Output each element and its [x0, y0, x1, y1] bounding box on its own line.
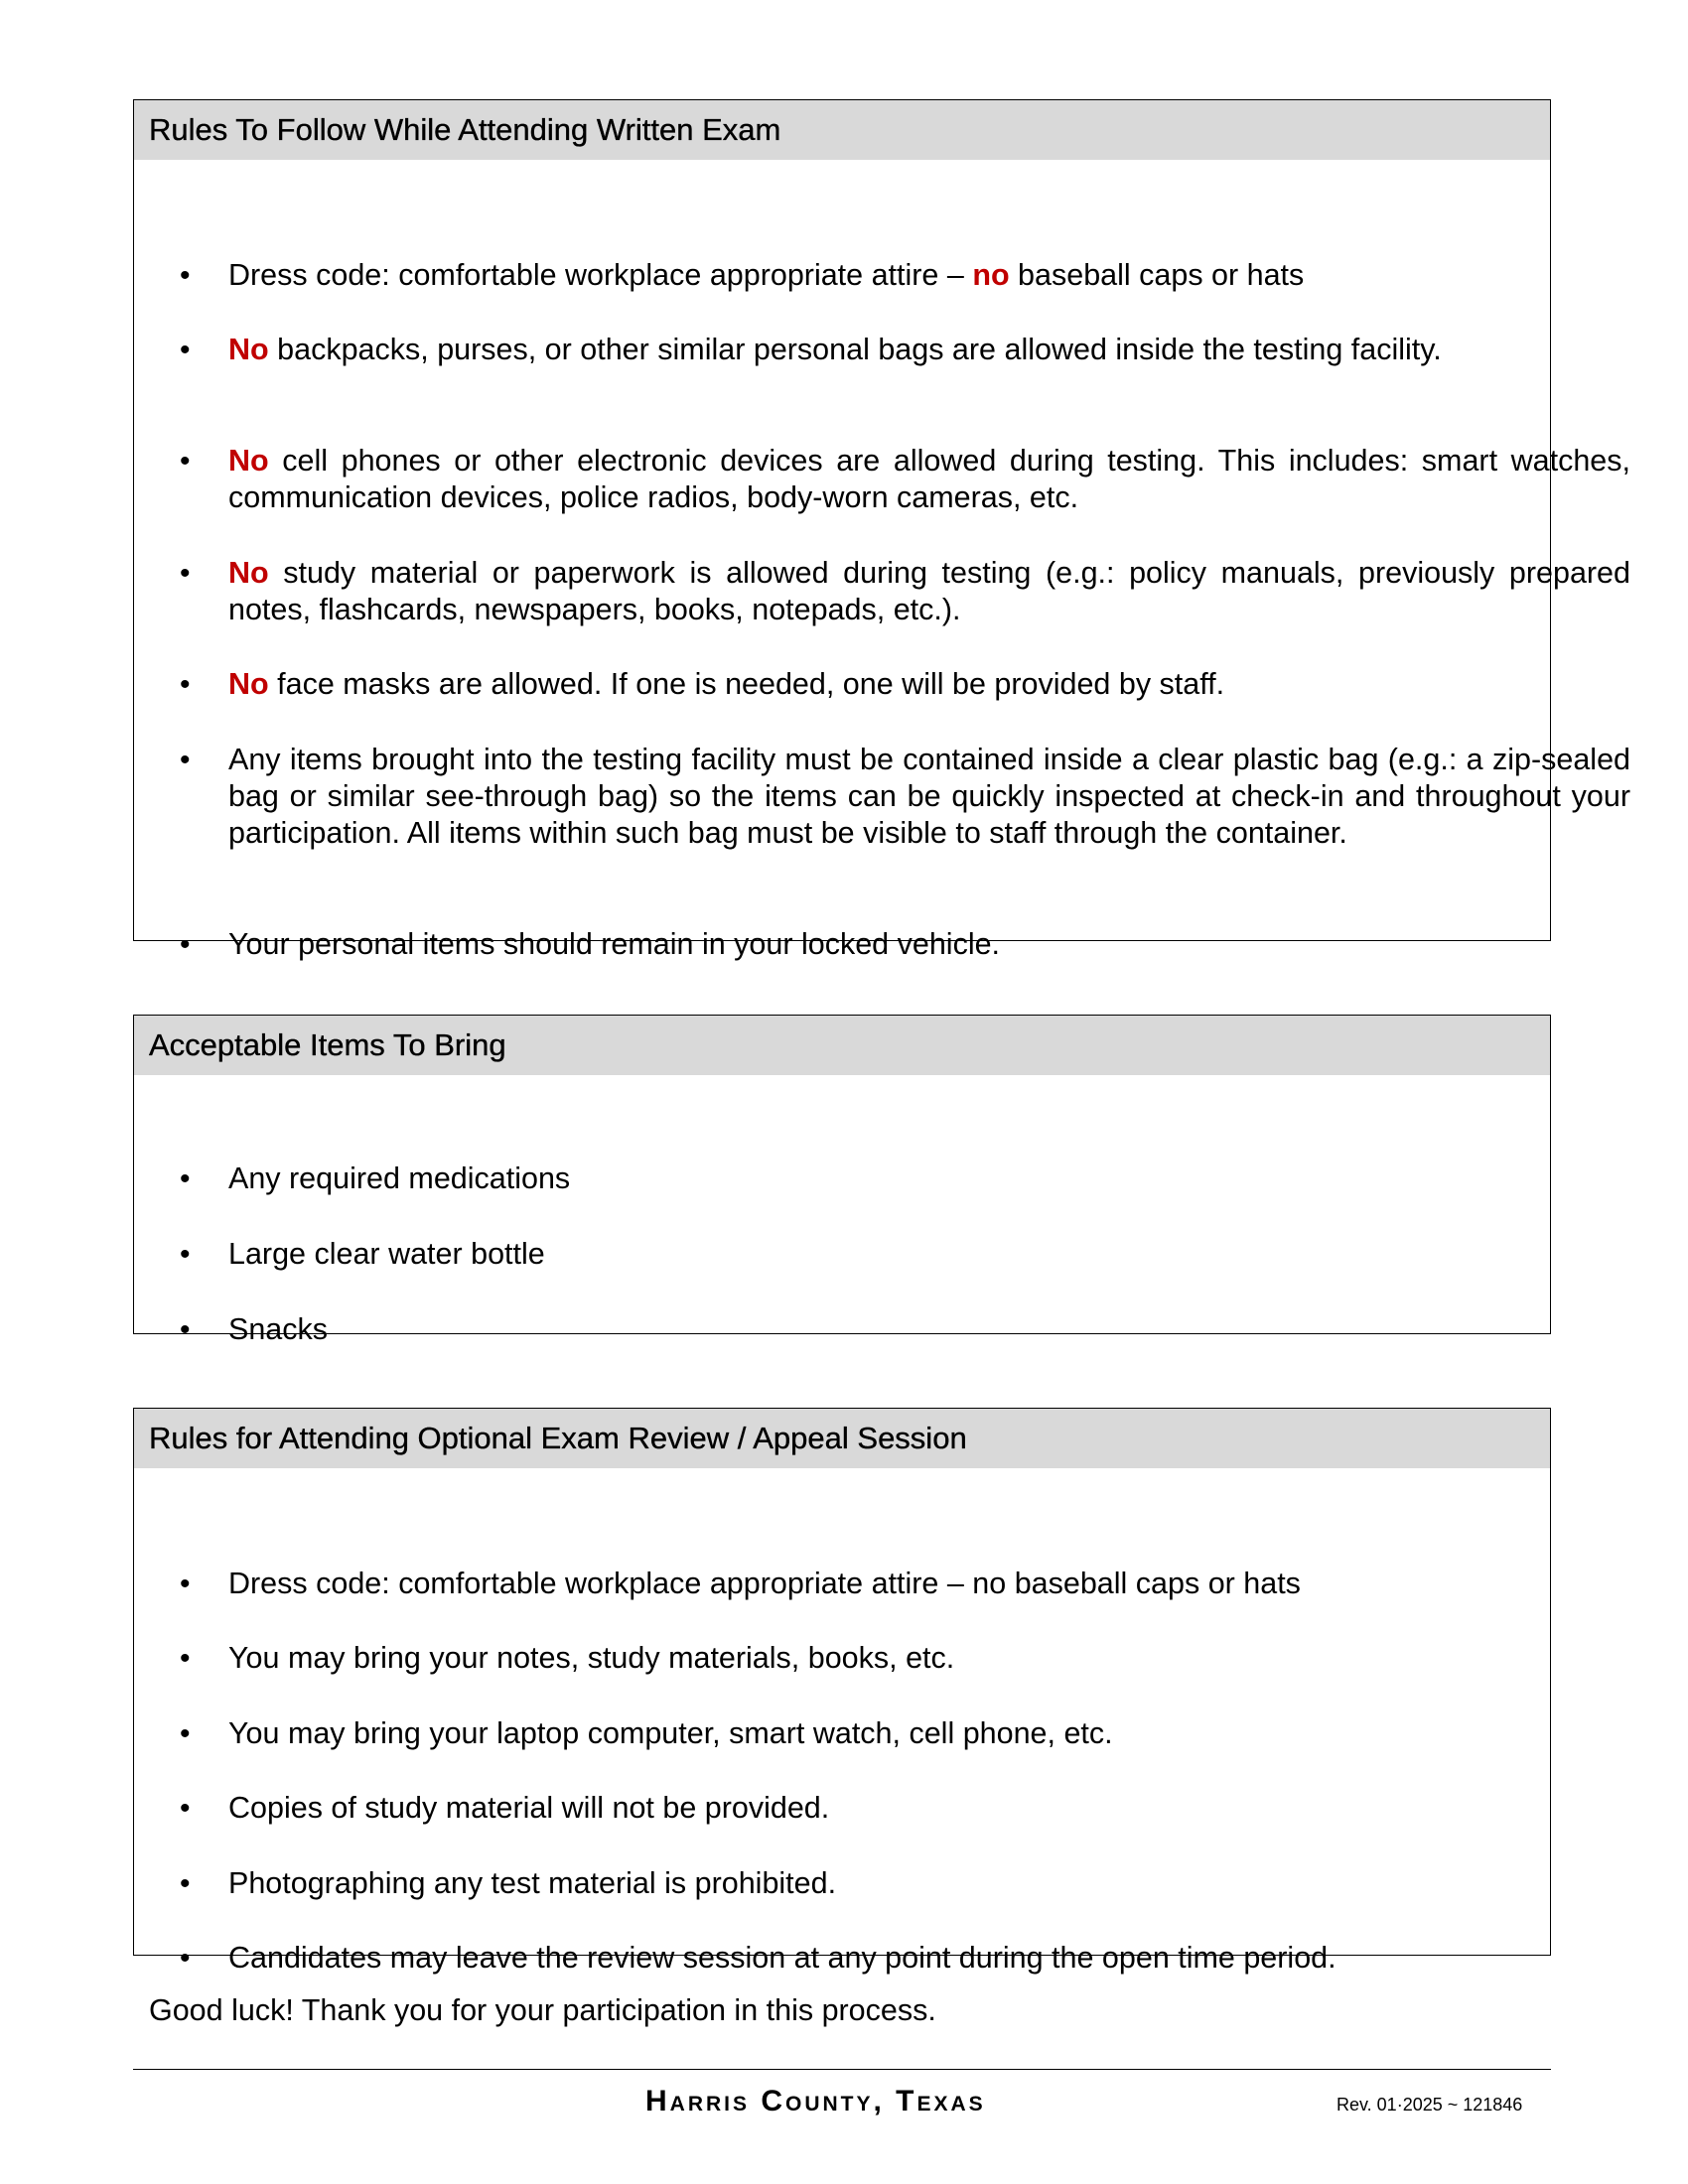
emphasis-no: no — [972, 258, 1010, 292]
bullet-icon: • — [180, 1313, 191, 1346]
footer-organization: Harris County, Texas — [645, 2085, 986, 2117]
acceptable-items-box: Acceptable Items To Bring • Any required medications • Large clear water bottle • Snacks — [133, 1015, 1551, 1334]
written-exam-rules-box: Rules To Follow While Attending Written Exam • Dress code: comfortable workplace appropriate attire – no baseball caps or hats • No backpacks, purses, or other similar personal bags are allowed inside the testing facility. • No cell phones or other electronic devices are allowed during testing. This includes: smart watches, communication devices, police radios, body-worn cameras, etc. • No study material or paperwork is allowed during testing (e.g.: policy manuals, previously prepared notes, flashcards, newspapers, books, notepads, etc.). • No face masks are allowed. If one is needed, one will be provided by staff. • Any items brought into the testing facility must be contained inside a clear plastic bag (e.g.: a zip-sealed bag or similar see-through bag) so the items can be quickly inspected at check-in and throughout your participation. All items within such bag must be visible to staff through the container. • Your personal items should remain in your locked vehicle. — [133, 99, 1551, 941]
bullet-icon: • — [180, 334, 191, 366]
bullet-icon: • — [180, 668, 191, 701]
footer-divider — [133, 2069, 1551, 2070]
section-heading: Rules To Follow While Attending Written Exam — [134, 100, 1550, 160]
bullet-icon: • — [180, 1942, 191, 1975]
section-heading: Acceptable Items To Bring — [134, 1016, 1550, 1075]
bullet-icon: • — [180, 445, 191, 478]
bullet-icon: • — [180, 557, 191, 590]
bullet-icon: • — [180, 1792, 191, 1825]
bullet-icon: • — [180, 744, 191, 776]
closing-message: Good luck! Thank you for your participation in this process. — [149, 1993, 936, 2027]
emphasis-no: No — [228, 444, 269, 478]
emphasis-no: No — [228, 556, 269, 590]
bullet-icon: • — [180, 259, 191, 292]
bullet-icon: • — [180, 928, 191, 961]
bullet-icon: • — [180, 1568, 191, 1600]
review-session-rules-box: Rules for Attending Optional Exam Review / Appeal Session • Dress code: comfortable workplace appropriate attire – no baseball caps or hats • You may bring your notes, study materials, books, etc. • You may bring your laptop computer, smart watch, cell phone, etc. • Copies of study material will not be provided. • Photographing any test material is prohibited. • Candidates may leave the review session at any point during the open time period. — [133, 1408, 1551, 1956]
bullet-icon: • — [180, 1162, 191, 1195]
emphasis-no: No — [228, 333, 269, 366]
bullet-icon: • — [180, 1238, 191, 1271]
bullet-icon: • — [180, 1717, 191, 1750]
section-heading: Rules for Attending Optional Exam Review / Appeal Session — [134, 1409, 1550, 1468]
emphasis-no: No — [228, 667, 269, 701]
bullet-icon: • — [180, 1867, 191, 1900]
footer-revision: Rev. 01·2025 ~ 121846 — [1336, 2095, 1523, 2115]
bullet-icon: • — [180, 1642, 191, 1675]
